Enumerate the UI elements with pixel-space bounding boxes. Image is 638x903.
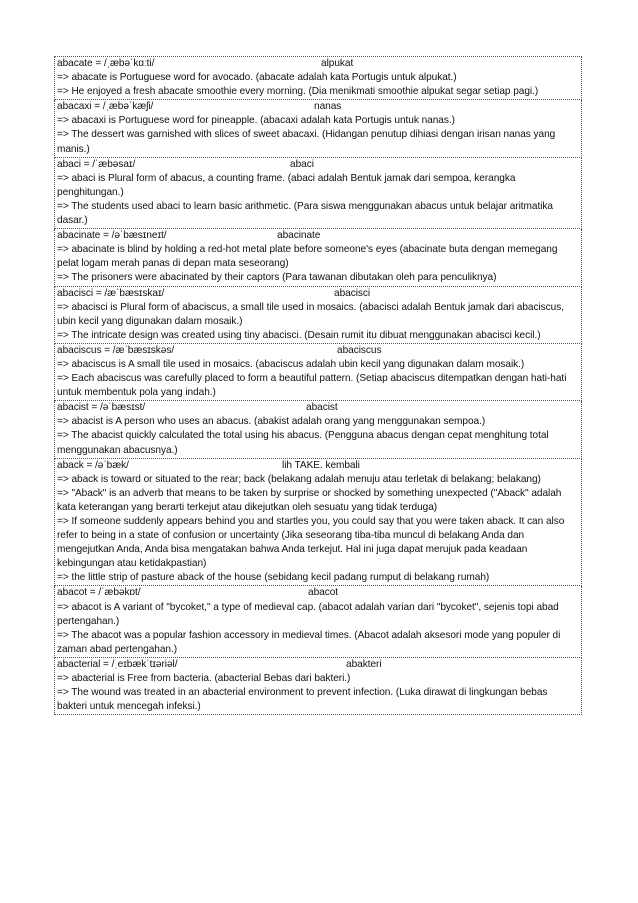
dictionary-entry — [54, 287, 582, 344]
entry-header — [57, 287, 579, 301]
dictionary-entry — [54, 344, 582, 401]
entry-headword: abacinate = /əˈbæsɪneɪt/ — [57, 230, 167, 242]
entry-example-line: => Each abaciscus was carefully placed to form a beautiful pattern. (Setiap abaciscus ditempatkan dengan hati-hati untuk membentuk pola yang indah.) — [57, 373, 567, 399]
entry-example-line: => The prisoners were abacinated by their captors (Para tawanan dibutakan oleh para penculiknya) — [57, 272, 497, 284]
entry-headword: abacterial = /ˌeɪbækˈtɪəriəl/ — [57, 658, 178, 670]
dictionary-entry — [54, 658, 582, 715]
entry-headword: abacot = /ˈæbəkɒt/ — [57, 587, 141, 599]
entry-example-line: => If someone suddenly appears behind you and startles you, you could say that you were taken aback. It can also refer to being in a state of confusion or uncertainty (Jika seseorang tiba-tiba muncul di belakang Anda dan mengejutkan Anda, Anda bisa mengatakan bahwa Anda terkejut. Hal ini juga dapat merujuk pada keadaan kebingungan atau ketidakpastian) — [57, 516, 565, 570]
entry-headword: abaci = /ˈæbəsaɪ/ — [57, 158, 136, 170]
dictionary-entry — [54, 459, 582, 587]
entry-example-line: => The abacist quickly calculated the total using his abacus. (Pengguna abacus dengan cepat menghitung total menggunakan abacusnya.) — [57, 430, 549, 456]
entry-example-line: => abacot is A variant of "bycoket," a type of medieval cap. (abacot adalah varian dari "bycoket", sejenis topi abad pertengahan.) — [57, 601, 559, 627]
entry-header — [57, 344, 579, 358]
entry-example-line: => The students used abaci to learn basic arithmetic. (Para siswa menggunakan abacus untuk belajar aritmatika dasar.) — [57, 200, 553, 227]
entry-example-line: => the little strip of pasture aback of the house (sebidang kecil padang rumput di belakang rumah) — [57, 572, 490, 584]
entry-example-line: => The abacot was a popular fashion accessory in medieval times. (Abacot adalah aksesori mode yang populer di zaman abad pertengahan.) — [57, 629, 561, 655]
dictionary-entry — [54, 100, 582, 157]
entry-example-line: => abaci is Plural form of abacus, a counting frame. (abaci adalah Bentuk jamak dari sempoa, kerangka penghitungan.) — [57, 172, 516, 198]
entry-translation: lih TAKE. kembali — [282, 459, 360, 471]
dictionary-document — [54, 56, 582, 715]
entry-header — [57, 401, 579, 415]
entry-example-line: => abaciscus is A small tile used in mosaics. (abaciscus adalah ubin kecil yang digunakan dalam mosaik.) — [57, 358, 525, 370]
entry-header — [57, 459, 579, 473]
entry-header — [57, 658, 579, 672]
entry-translation: abaci — [290, 158, 314, 170]
entry-translation: abakteri — [346, 658, 382, 670]
entry-example-line: => The wound was treated in an abacterial environment to prevent infection. (Luka dirawat di lingkungan bebas bakteri untuk mencegah infeksi.) — [57, 687, 548, 713]
dictionary-entry — [54, 586, 582, 657]
entry-example-line: => abacist is A person who uses an abacus. (abakist adalah orang yang menggunakan sempoa.) — [57, 416, 486, 428]
entry-translation: nanas — [314, 101, 342, 113]
entry-header — [57, 586, 579, 600]
entry-example-line: => abacisci is Plural form of abaciscus, a small tile used in mosaics. (abacisci adalah Bentuk jamak dari abaciscus, ubin kecil yang digunakan dalam mosaik.) — [57, 301, 564, 327]
entry-translation: abaciscus — [337, 344, 382, 356]
entry-translation: abacisci — [334, 287, 371, 299]
entry-header — [57, 57, 579, 71]
entry-header — [57, 229, 579, 243]
dictionary-entry — [54, 57, 582, 100]
entry-headword: abacaxi = /ˌæbəˈkæʃi/ — [57, 101, 154, 113]
entry-example-line: => abacterial is Free from bacteria. (abacterial Bebas dari bakteri.) — [57, 673, 351, 685]
dictionary-entry — [54, 401, 582, 458]
entry-example-line: => abacate is Portuguese word for avocado. (abacate adalah kata Portugis untuk alpukat.) — [57, 72, 457, 84]
entry-translation: alpukat — [321, 58, 354, 69]
entry-translation: abacot — [308, 587, 339, 599]
entry-translation: abacinate — [277, 230, 321, 242]
entry-headword: abaciscus = /æˈbæsɪskəs/ — [57, 344, 175, 356]
entry-example-line: => abacinate is blind by holding a red-hot metal plate before someone's eyes (abacinate buta dengan memegang pelat logam merah panas di depan mata seseorang) — [57, 244, 558, 270]
entry-headword: aback = /əˈbæk/ — [57, 459, 129, 471]
entry-header — [57, 100, 579, 114]
entry-headword: abacist = /əˈbæsɪst/ — [57, 402, 146, 414]
entry-example-line: => "Aback" is an adverb that means to be taken by surprise or shocked by something unexpected ("Aback" adalah kata keterangan yang berarti terkejut atau dikejutkan oleh sesuatu yang tidak terduga) — [57, 487, 562, 513]
entry-headword: abacisci = /æˈbæsɪskaɪ/ — [57, 287, 165, 299]
entry-example-line: => The dessert was garnished with slices of sweet abacaxi. (Hidangan penutup dihiasi dengan irisan nanas yang manis.) — [57, 129, 556, 155]
entry-headword: abacate = /ˌæbəˈkɑːti/ — [57, 58, 155, 69]
entry-example-line: => aback is toward or situated to the rear; back (belakang adalah menuju atau terletak di belakang; belakang) — [57, 473, 541, 485]
entry-example-line: => He enjoyed a fresh abacate smoothie every morning. (Dia menikmati smoothie alpukat segar setiap pagi.) — [57, 86, 539, 98]
entry-header — [57, 158, 579, 172]
dictionary-entry — [54, 229, 582, 286]
entry-translation: abacist — [306, 402, 338, 414]
dictionary-entry — [54, 158, 582, 229]
entry-example-line: => abacaxi is Portuguese word for pineapple. (abacaxi adalah kata Portugis untuk nanas.) — [57, 115, 455, 127]
entry-example-line: => The intricate design was created using tiny abacisci. (Desain rumit itu dibuat menggunakan abacisci kecil.) — [57, 329, 541, 341]
